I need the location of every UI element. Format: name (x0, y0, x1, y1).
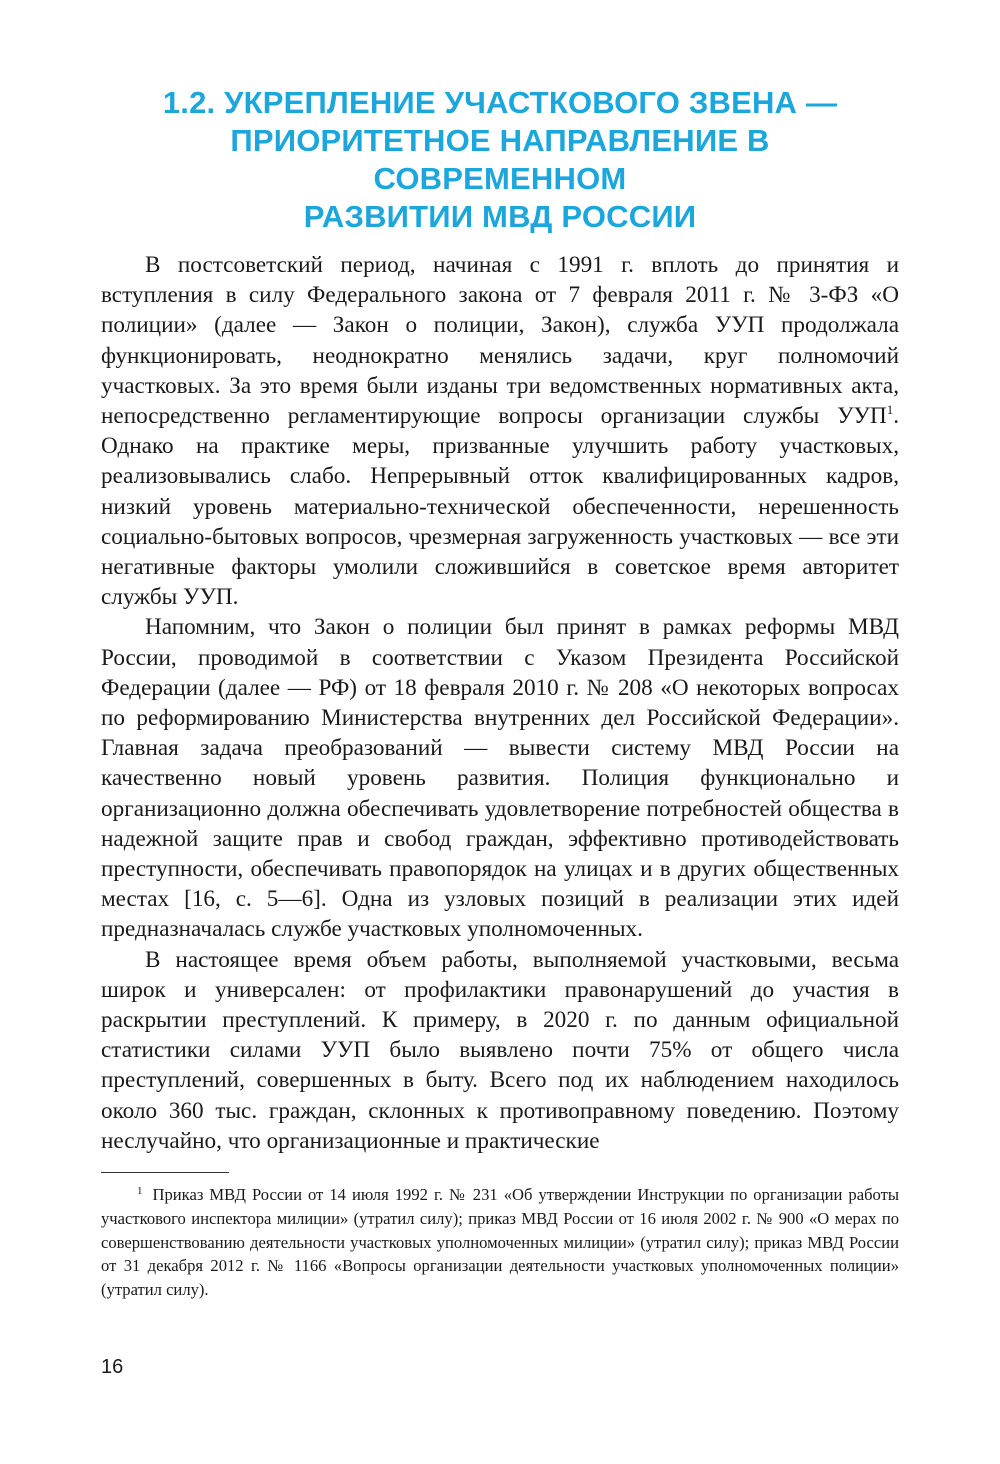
footnote-mark: 1 (137, 1185, 143, 1197)
footnote (101, 1183, 899, 1302)
section-heading-line-1: 1.2. УКРЕПЛЕНИЕ УЧАСТКОВОГО ЗВЕНА — (162, 85, 838, 120)
paragraph-1-text-start: В постсоветский период, начиная с 1991 г. вплоть до принятия и вступления в силу Федерального закона от 7 февраля 2011 г. № 3-ФЗ «О полиции» (далее — Закон о полиции, Закон), служба УУП продолжала функционировать, неоднократно менялись задачи, круг полномочий участковых. За это время были изданы три ведомственных нормативных акта, непосредственно регламентирующие вопросы организации службы УУП (101, 252, 899, 430)
paragraph-3: В настоящее время объем работы, выполняемой участковыми, весьма широк и универсален: от профилактики правонарушений до участия в раскрытии преступлений. К примеру, в 2020 г. по данным официальной статистики силами УУП было выявлено почти 75% от общего числа преступлений, совершенных в быту. Всего под их наблюдением находилось около 360 тыс. граждан, склонных к противоправному поведению. Поэтому неслучайно, что организационные и практические (101, 946, 899, 1154)
paragraph-1 (101, 250, 899, 612)
paragraph-1-text-end: . Однако на практике меры, призванные улучшить работу участковых, реализовывались слабо. Непрерывный отток квалифицированных кадров, низкий уровень материально-технической обеспеченности, нерешенность социально-бытовых вопросов, чрезмерная загруженность участковых — все эти негативные факторы умолили сложившийся в советское время авторитет службы УУП. (101, 403, 899, 611)
section-heading-line-3: РАЗВИТИИ МВД РОССИИ (303, 199, 697, 234)
section-heading-line-2: ПРИОРИТЕТНОЕ НАПРАВЛЕНИЕ В СОВРЕМЕННОМ (230, 123, 770, 196)
footnote-reference: 1 (886, 402, 894, 418)
section-heading (101, 84, 899, 236)
footnote-text: Приказ МВД России от 14 июля 1992 г. № 231 «Об утверждении Инструкции по организации работы участкового инспектора милиции» (утратил силу); приказ МВД России от 16 июля 2002 г. № 900 «О мерах по совершенствованию деятельности участковых уполномоченных милиции» (утратил силу); приказ МВД России от 31 декабря 2012 г. № 1166 «Вопросы организации деятельности участковых уполномоченных полиции» (утратил силу). (101, 1185, 899, 1300)
page-number: 16 (101, 1356, 124, 1378)
footnote-divider (101, 1172, 229, 1173)
page-body (101, 84, 899, 1156)
paragraph-2: Напомним, что Закон о полиции был принят в рамках реформы МВД России, проводимой в соответствии с Указом Президента Российской Федерации (далее — РФ) от 18 февраля 2010 г. № 208 «О некоторых вопросах по реформированию Министерства внутренних дел Российской Федерации». Главная задача преобразований — вывести систему МВД России на качественно новый уровень развития. Полиция функционально и организационно должна обеспечивать удовлетворение потребностей общества в надежной защите прав и свобод граждан, эффективно противодействовать преступности, обеспечивать правопорядок на улицах и в других общественных местах [16, с. 5—6]. Одна из узловых позиций в реализации этих идей предназначалась службе участковых уполномоченных. (101, 614, 899, 943)
